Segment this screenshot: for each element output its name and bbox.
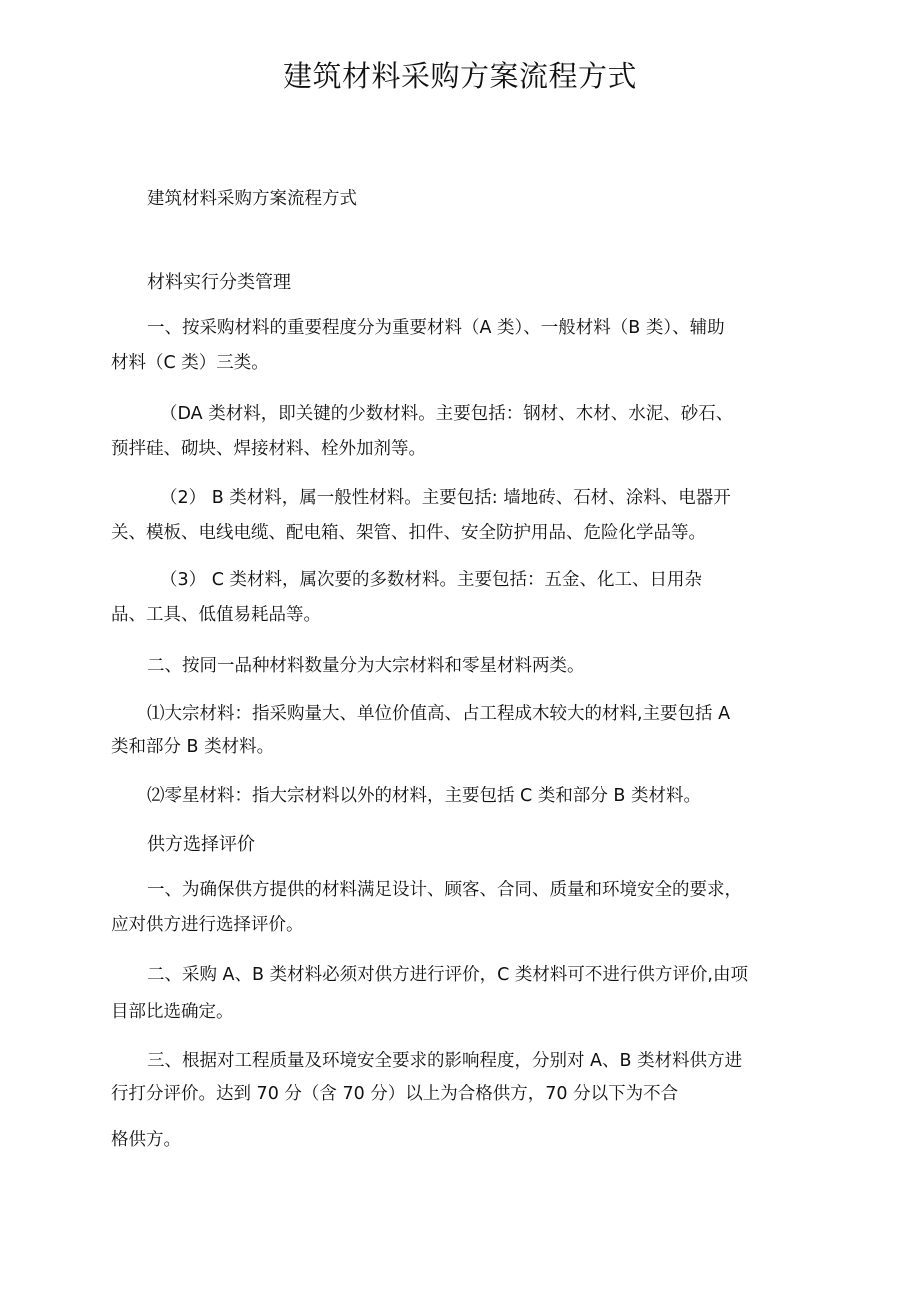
- paragraph-line: 格供方。: [111, 1130, 181, 1150]
- paragraph-line: 一、按采购材料的重要程度分为重要材料（A 类）、一般材料（B 类）、辅助: [147, 318, 725, 338]
- paragraph-line: 关、模板、电线电缆、配电箱、架管、扣件、安全防护用品、危险化学品等。: [111, 523, 706, 543]
- paragraph-line: 二、采购 A、B 类材料必须对供方进行评价，C 类材料可不进行供方评价,由项: [147, 965, 748, 985]
- section-heading-supplier-evaluation: 供方选择评价: [147, 834, 255, 855]
- paragraph-line: ⑵零星材料：指大宗材料以外的材料，主要包括 C 类和部分 B 类材料。: [147, 786, 701, 806]
- paragraph-line: 品、工具、低值易耗品等。: [111, 605, 321, 625]
- paragraph-line: 材料（C 类）三类。: [111, 353, 269, 373]
- paragraph-line: 类和部分 B 类材料。: [111, 737, 275, 757]
- paragraph-line: 预拌硅、砌块、焊接材料、栓外加剂等。: [111, 439, 426, 459]
- section-heading-classification: 材料实行分类管理: [147, 272, 291, 293]
- paragraph-line: （DA 类材料，即关键的少数材料。主要包括：钢材、木材、水泥、砂石、: [160, 404, 734, 424]
- document-title: 建筑材料采购方案流程方式: [282, 59, 637, 93]
- paragraph-line: 二、按同一品种材料数量分为大宗材料和零星材料两类。: [147, 656, 585, 676]
- paragraph-line: 应对供方进行选择评价。: [111, 915, 304, 935]
- document-subtitle: 建筑材料采购方案流程方式: [147, 189, 357, 209]
- paragraph-line: ⑴大宗材料：指采购量大、单位价值高、占工程成木较大的材料,主要包括 A: [147, 704, 731, 724]
- paragraph-line: （3） C 类材料，属次要的多数材料。主要包括：五金、化工、日用杂: [160, 570, 702, 590]
- paragraph-line: 一、为确保供方提供的材料满足设计、顾客、合同、质量和环境安全的要求，: [147, 880, 742, 900]
- paragraph-line: （2） B 类材料，属一般性材料。主要包括: 墙地砖、石材、涂料、电器开: [160, 488, 731, 508]
- paragraph-line: 行打分评价。达到 70 分（含 70 分）以上为合格供方，70 分以下为不合: [111, 1084, 679, 1104]
- paragraph-line: 三、根据对工程质量及环境安全要求的影响程度，分别对 A、B 类材料供方进: [147, 1051, 743, 1071]
- paragraph-line: 目部比选确定。: [111, 1002, 234, 1022]
